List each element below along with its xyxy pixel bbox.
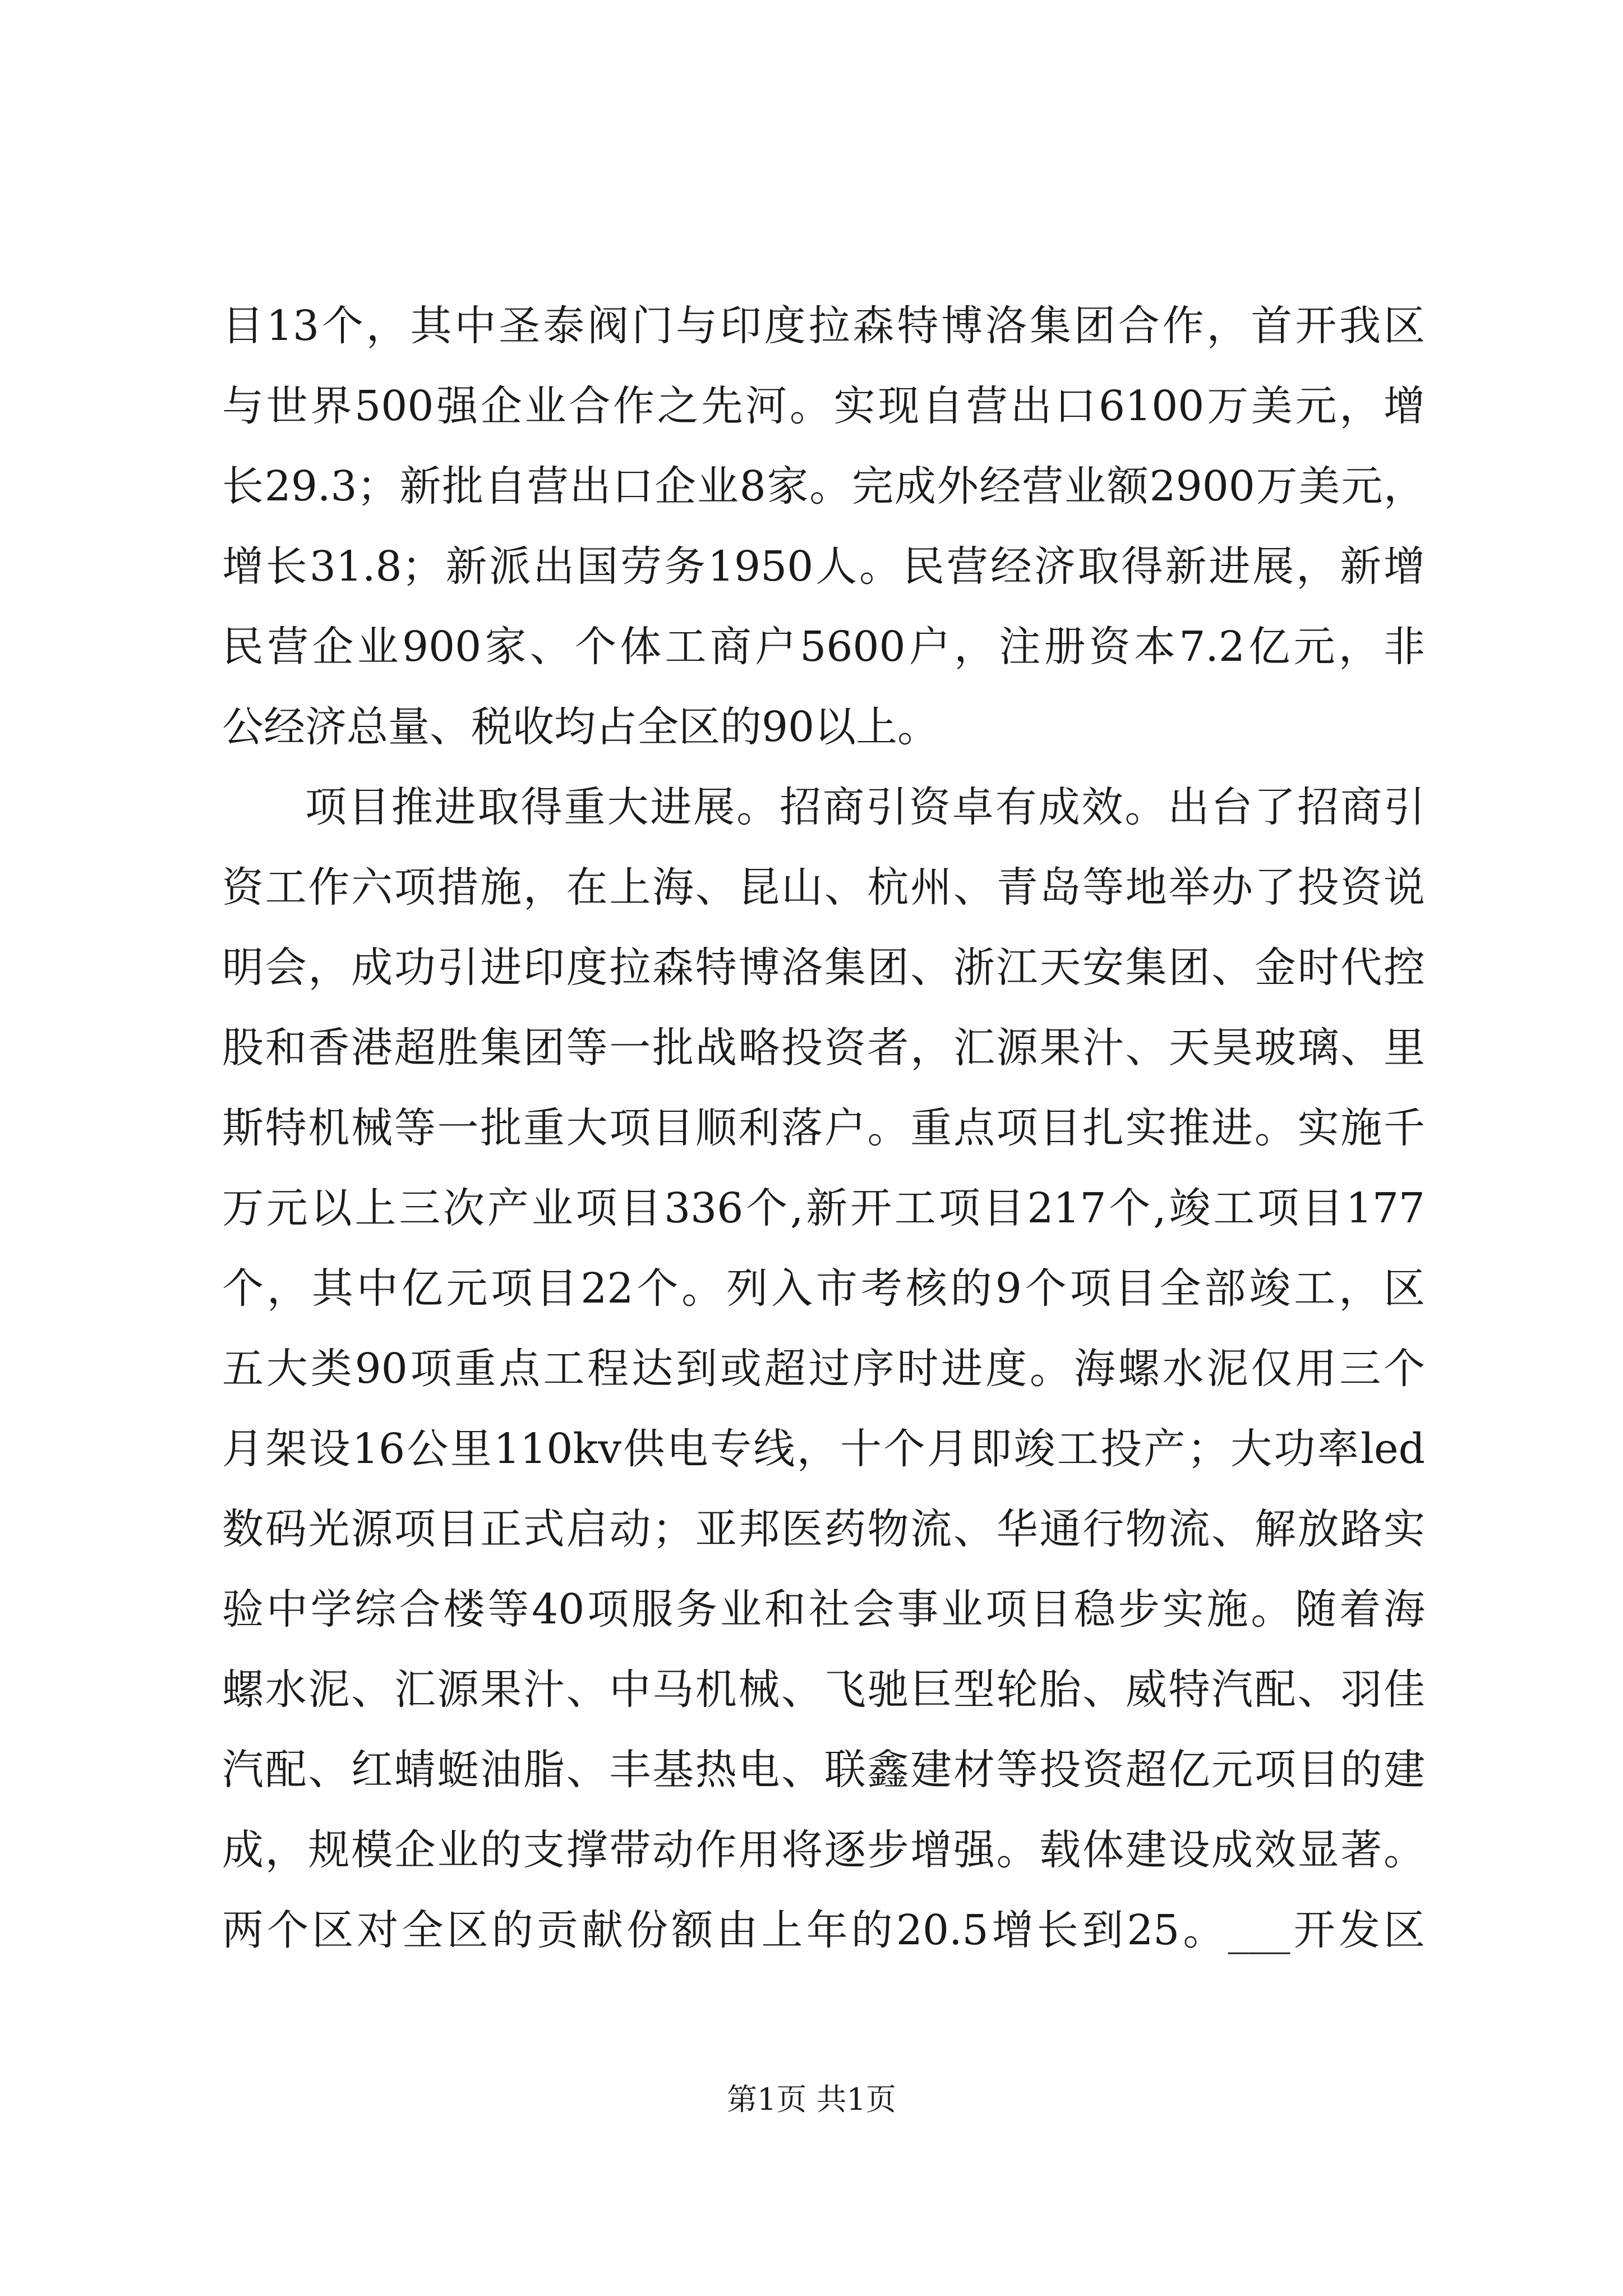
text-line: 个，其中亿元项目22个。列入市考核的9个项目全部竣工，区 xyxy=(222,1264,1425,1313)
text-line: 公经济总量、税收均占全区的90以上。 xyxy=(222,703,939,751)
text-line: 明会，成功引进印度拉森特博洛集团、浙江天安集团、金时代控 xyxy=(222,944,1425,992)
text-line: 长29.3；新批自营出口企业8家。完成外经营业额2900万美元， xyxy=(222,462,1425,510)
text-line: 验中学综合楼等40项服务业和社会事业项目稳步实施。随着海 xyxy=(222,1585,1425,1634)
text-line: 汽配、红蜻蜓油脂、丰基热电、联鑫建材等投资超亿元项目的建 xyxy=(222,1746,1425,1794)
text-line: 股和香港超胜集团等一批战略投资者，汇源果汁、天昊玻璃、里 xyxy=(222,1024,1425,1072)
text-line: 成，规模企业的支撑带动作用将逐步增强。载体建设成效显著。 xyxy=(222,1826,1425,1874)
paragraph-2 xyxy=(222,767,1425,1971)
text-line: 斯特机械等一批重大项目顺利落户。重点项目扎实推进。实施千 xyxy=(222,1104,1425,1152)
document-body xyxy=(222,286,1425,1971)
page-footer xyxy=(0,2076,1623,2119)
text-line: 项目推进取得重大进展。招商引资卓有成效。出台了招商引 xyxy=(305,783,1425,831)
text-line: 数码光源项目正式启动；亚邦医药物流、华通行物流、解放路实 xyxy=(222,1505,1425,1553)
text-line: 五大类90项重点工程达到或超过序时进度。海螺水泥仅用三个 xyxy=(222,1345,1425,1393)
text-line: 螺水泥、汇源果汁、中马机械、飞驰巨型轮胎、威特汽配、羽佳 xyxy=(222,1665,1425,1714)
text-line: 与世界500强企业合作之先河。实现自营出口6100万美元，增 xyxy=(222,382,1425,430)
paragraph-1 xyxy=(222,286,1425,767)
text-line: 月架设16公里110kv供电专线，十个月即竣工投产；大功率led xyxy=(222,1425,1425,1473)
text-line: 资工作六项措施，在上海、昆山、杭州、青岛等地举办了投资说 xyxy=(222,863,1425,912)
text-line: 增长31.8；新派出国劳务1950人。民营经济取得新进展，新增 xyxy=(222,542,1425,591)
text-line: 万元以上三次产业项目336个,新开工项目217个,竣工项目177 xyxy=(222,1184,1425,1232)
text-line: 两个区对全区的贡献份额由上年的20.5增长到25。___开发区 xyxy=(222,1906,1425,1954)
page-number-label: 第1页 共1页 xyxy=(727,2082,896,2117)
text-line: 目13个，其中圣泰阀门与印度拉森特博洛集团合作，首开我区 xyxy=(222,302,1425,350)
text-line: 民营企业900家、个体工商户5600户，注册资本7.2亿元，非 xyxy=(222,623,1425,671)
